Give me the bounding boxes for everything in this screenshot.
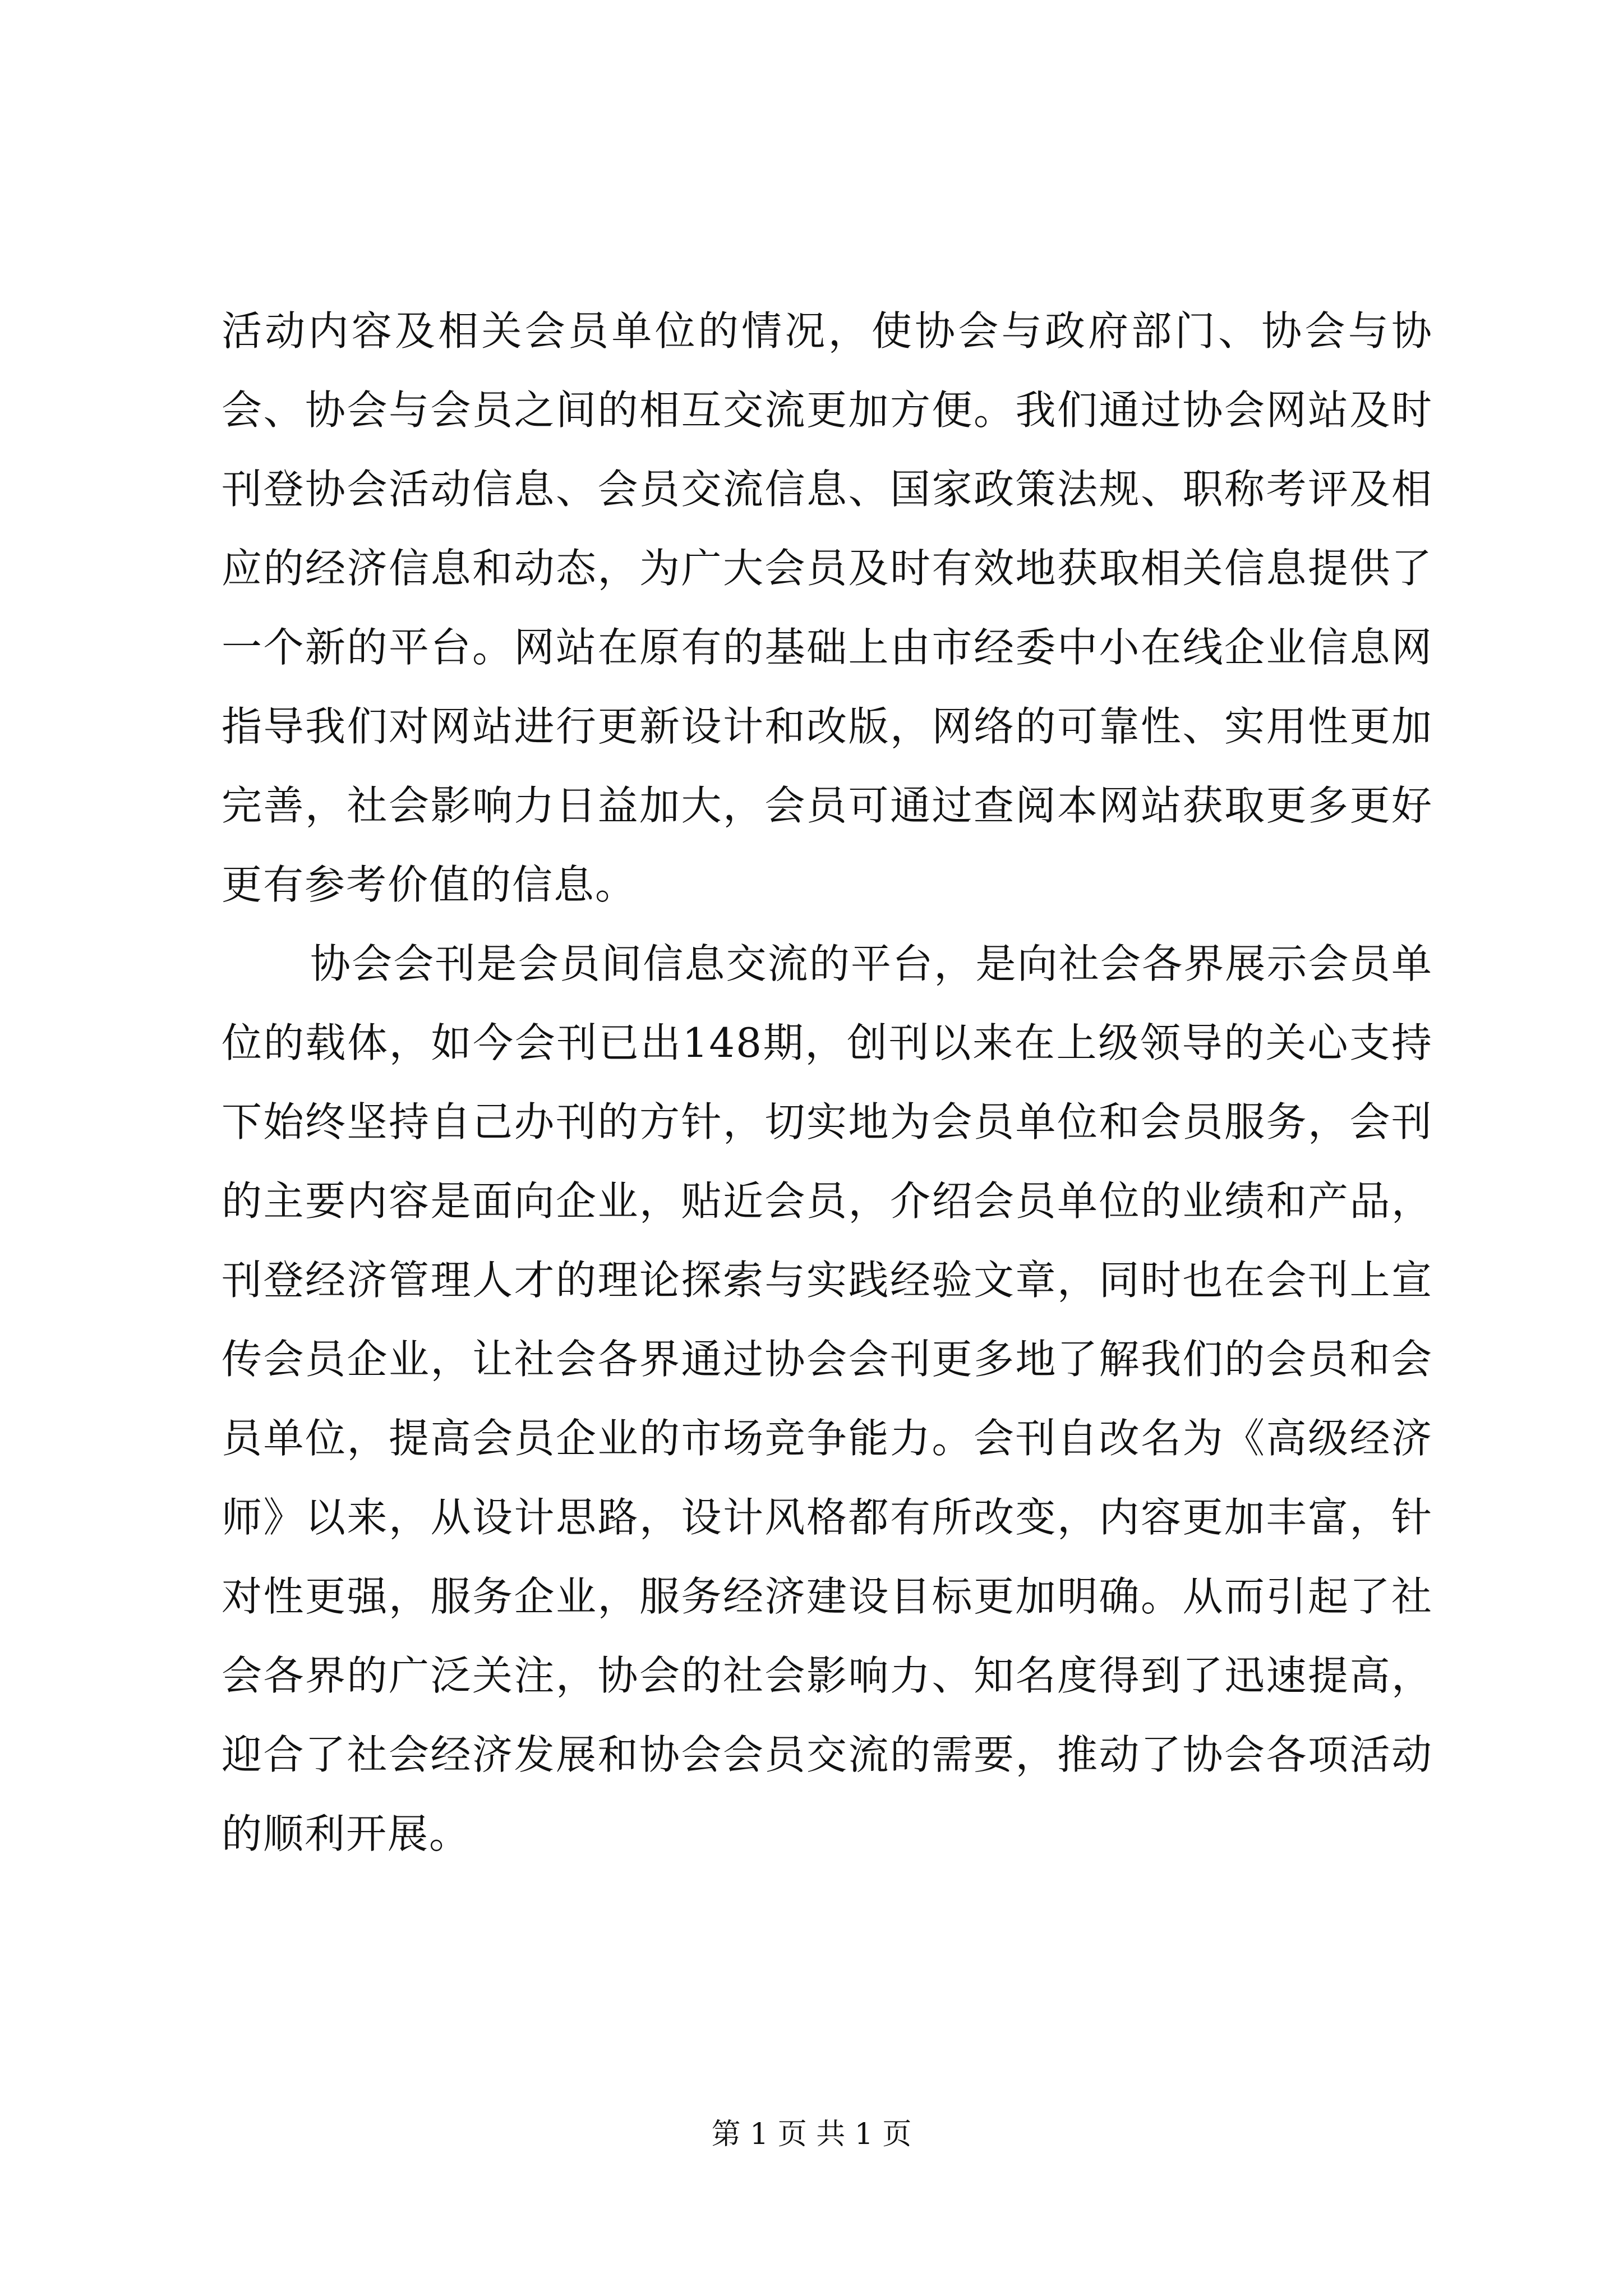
page-footer: 第 1 页 共 1 页 [711, 2118, 912, 2151]
paragraph-website: 活动内容及相关会员单位的情况，使协会与政府部门、协会与协会、协会与会员之间的相互交流更加方便。我们通过协会网站及时刊登协会活动信息、会员交流信息、国家政策法规、职称考评及相应的经济信息和动态，为广大会员及时有效地获取相关信息提供了一个新的平台。网站在原有的基础上由市经委中小在线企业信息网指导我们对网站进行更新设计和改版，网络的可靠性、实用性更加完善，社会影响力日益加大，会员可通过查阅本网站获取更多更好更有参考价值的信息。 [222, 307, 1433, 908]
paragraph-journal: 协会会刊是会员间信息交流的平台，是向社会各界展示会员单位的载体，如今会刊已出148期，创刊以来在上级领导的关心支持下始终坚持自己办刊的方针，切实地为会员单位和会员服务，会刊的主要内容是面向企业，贴近会员，介绍会员单位的业绩和产品，刊登经济管理人才的理论探索与实践经验文章，同时也在会刊上宣传会员企业，让社会各界通过协会会刊更多地了解我们的会员和会员单位，提高会员企业的市场竞争能力。会刊自改名为《高级经济师》以来，从设计思路，设计风格都有所改变，内容更加丰富，针对性更强，服务企业，服务经济建设目标更加明确。从而引起了社会各界的广泛关注，协会的社会影响力、知名度得到了迅速提高，迎合了社会经济发展和协会会员交流的需要，推动了协会各项活动的顺利开展。 [222, 940, 1433, 1857]
document-body [222, 292, 1433, 1874]
